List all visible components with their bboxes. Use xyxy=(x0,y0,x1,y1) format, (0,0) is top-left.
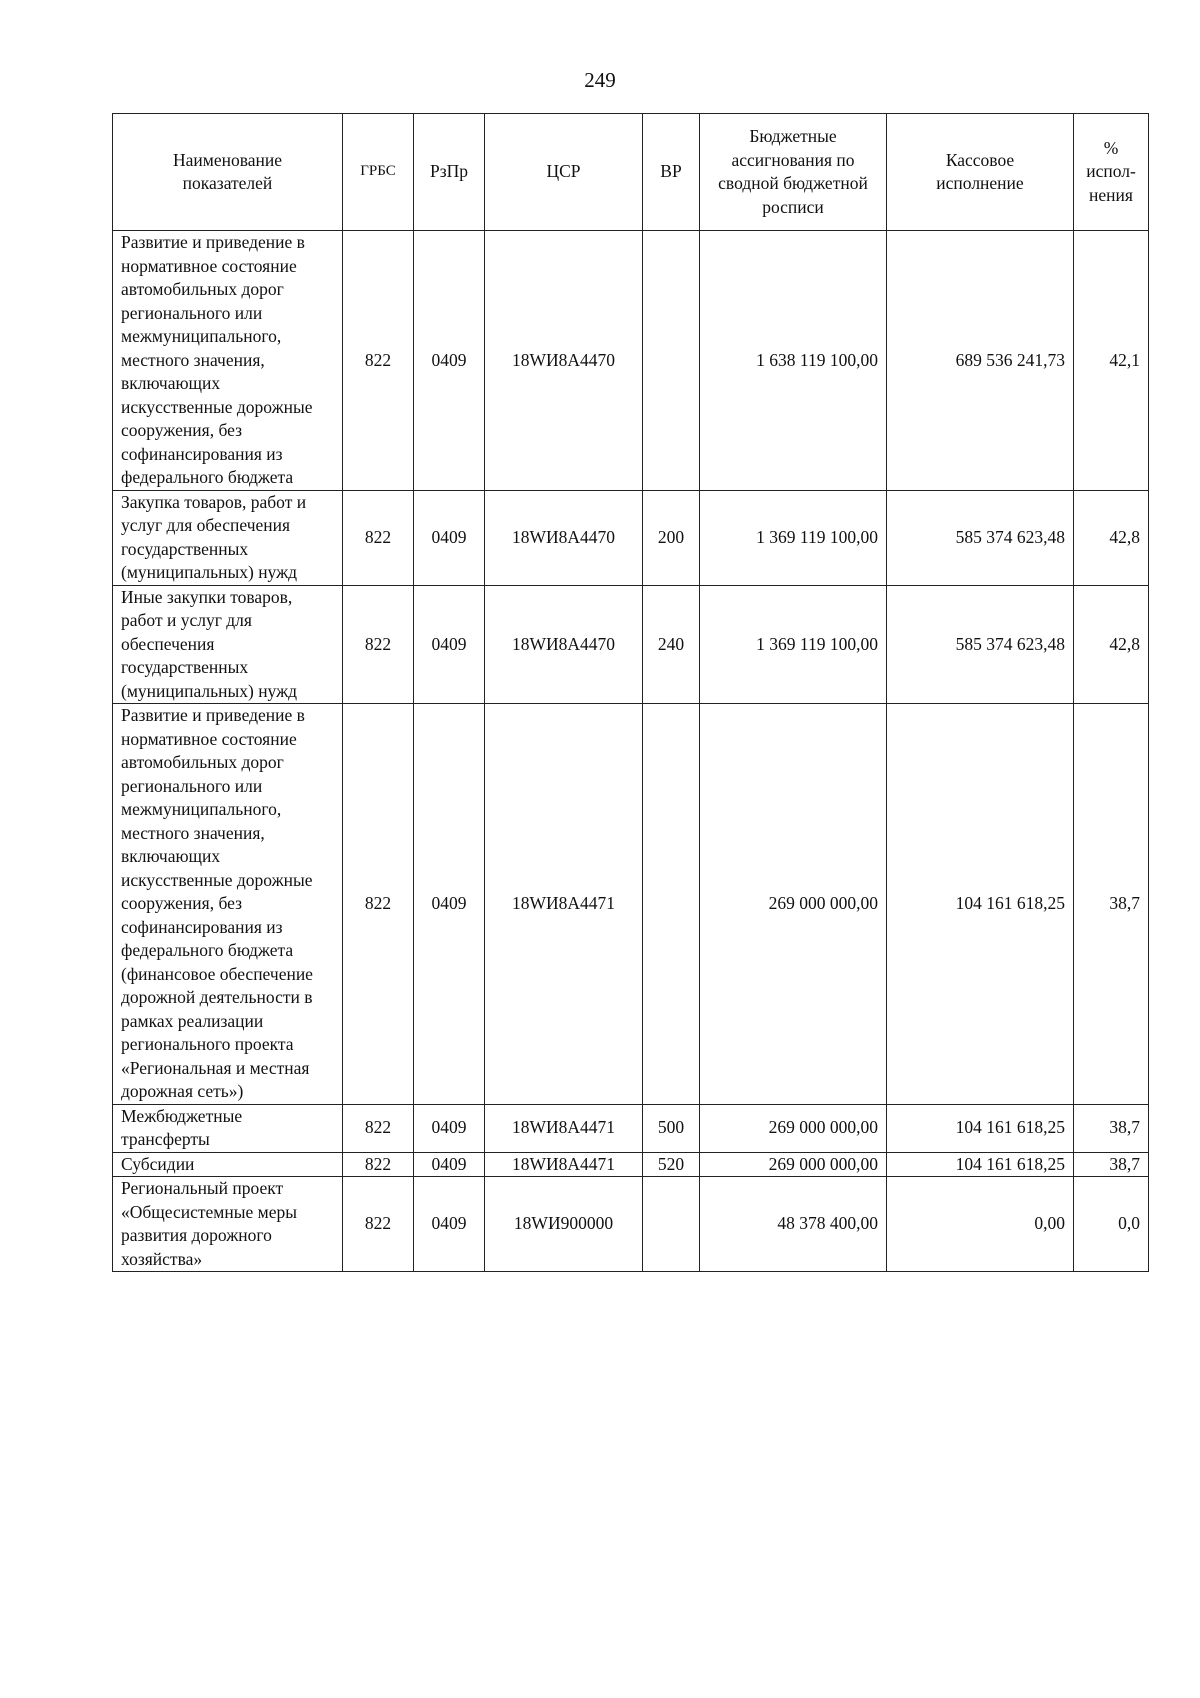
cell-execution: 104 161 618,25 xyxy=(887,1152,1074,1177)
cell-grbs: 822 xyxy=(343,231,414,491)
table-row xyxy=(113,1177,1149,1272)
cell-assignments: 1 369 119 100,00 xyxy=(700,585,887,704)
header-execution: Кассовое исполнение xyxy=(887,114,1074,231)
cell-name: Закупка товаров, работ и услуг для обеспечения государственных (муниципальных) нужд xyxy=(113,490,343,585)
cell-execution: 585 374 623,48 xyxy=(887,585,1074,704)
table-row xyxy=(113,490,1149,585)
cell-execution: 104 161 618,25 xyxy=(887,704,1074,1105)
cell-grbs: 822 xyxy=(343,704,414,1105)
header-grbs: ГРБС xyxy=(343,114,414,231)
cell-assignments: 269 000 000,00 xyxy=(700,1104,887,1152)
table-row xyxy=(113,704,1149,1105)
cell-name: Развитие и приведение в нормативное состояние автомобильных дорог регионального или межмуниципального, местного значения, включающих искусственные дорожные сооружения, без софинансирования из федерального бюджета (финансовое обеспечение дорожной деятельности в рамках реализации регионального проекта «Региональная и местная дорожная сеть») xyxy=(113,704,343,1105)
cell-assignments: 1 638 119 100,00 xyxy=(700,231,887,491)
cell-rzpr: 0409 xyxy=(414,585,485,704)
cell-csr: 18WИ900000 xyxy=(485,1177,643,1272)
cell-vr xyxy=(643,704,700,1105)
cell-rzpr: 0409 xyxy=(414,231,485,491)
header-csr: ЦСР xyxy=(485,114,643,231)
table-row xyxy=(113,585,1149,704)
cell-csr: 18WИ8А4470 xyxy=(485,585,643,704)
cell-vr: 240 xyxy=(643,585,700,704)
cell-csr: 18WИ8А4470 xyxy=(485,231,643,491)
cell-csr: 18WИ8А4470 xyxy=(485,490,643,585)
cell-grbs: 822 xyxy=(343,585,414,704)
budget-execution-table xyxy=(112,113,1149,1272)
cell-name: Развитие и приведение в нормативное состояние автомобильных дорог регионального или межмуниципального, местного значения, включающих искусственные дорожные сооружения, без софинансирования из федерального бюджета xyxy=(113,231,343,491)
cell-assignments: 1 369 119 100,00 xyxy=(700,490,887,585)
cell-grbs: 822 xyxy=(343,1177,414,1272)
cell-vr xyxy=(643,231,700,491)
cell-name: Субсидии xyxy=(113,1152,343,1177)
cell-name: Иные закупки товаров, работ и услуг для обеспечения государственных (муниципальных) нужд xyxy=(113,585,343,704)
table-row xyxy=(113,1152,1149,1177)
page-number: 249 xyxy=(584,68,616,92)
header-rzpr: РзПр xyxy=(414,114,485,231)
cell-grbs: 822 xyxy=(343,1152,414,1177)
cell-execution: 104 161 618,25 xyxy=(887,1104,1074,1152)
cell-percent: 0,0 xyxy=(1074,1177,1149,1272)
cell-grbs: 822 xyxy=(343,490,414,585)
table-row xyxy=(113,231,1149,491)
cell-execution: 689 536 241,73 xyxy=(887,231,1074,491)
cell-rzpr: 0409 xyxy=(414,1152,485,1177)
cell-csr: 18WИ8А4471 xyxy=(485,1152,643,1177)
cell-percent: 38,7 xyxy=(1074,1152,1149,1177)
cell-rzpr: 0409 xyxy=(414,490,485,585)
cell-vr: 500 xyxy=(643,1104,700,1152)
cell-rzpr: 0409 xyxy=(414,704,485,1105)
cell-execution: 0,00 xyxy=(887,1177,1074,1272)
cell-percent: 42,8 xyxy=(1074,585,1149,704)
cell-csr: 18WИ8А4471 xyxy=(485,704,643,1105)
table-row xyxy=(113,1104,1149,1152)
cell-rzpr: 0409 xyxy=(414,1177,485,1272)
cell-assignments: 269 000 000,00 xyxy=(700,1152,887,1177)
cell-percent: 42,8 xyxy=(1074,490,1149,585)
cell-vr xyxy=(643,1177,700,1272)
cell-vr: 520 xyxy=(643,1152,700,1177)
cell-name: Региональный проект «Общесистемные меры развития дорожного хозяйства» xyxy=(113,1177,343,1272)
header-percent: % испол-нения xyxy=(1074,114,1149,231)
cell-percent: 38,7 xyxy=(1074,1104,1149,1152)
cell-csr: 18WИ8А4471 xyxy=(485,1104,643,1152)
cell-rzpr: 0409 xyxy=(414,1104,485,1152)
cell-grbs: 822 xyxy=(343,1104,414,1152)
cell-vr: 200 xyxy=(643,490,700,585)
header-vr: ВР xyxy=(643,114,700,231)
cell-assignments: 48 378 400,00 xyxy=(700,1177,887,1272)
cell-assignments: 269 000 000,00 xyxy=(700,704,887,1105)
cell-percent: 38,7 xyxy=(1074,704,1149,1105)
cell-name: Межбюджетные трансферты xyxy=(113,1104,343,1152)
header-name: Наименование показателей xyxy=(113,114,343,231)
cell-percent: 42,1 xyxy=(1074,231,1149,491)
table-header-row xyxy=(113,114,1149,231)
cell-execution: 585 374 623,48 xyxy=(887,490,1074,585)
header-assignments: Бюджетные ассигнования по сводной бюджетной росписи xyxy=(700,114,887,231)
